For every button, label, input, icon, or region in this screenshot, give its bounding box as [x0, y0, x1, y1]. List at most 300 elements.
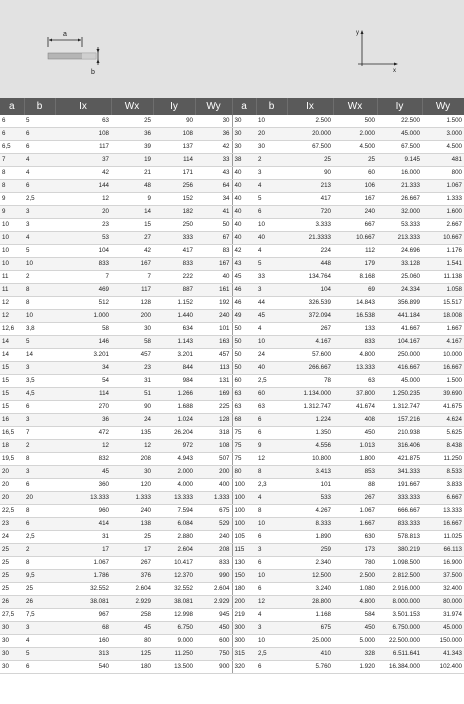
- table-cell: 3: [24, 414, 55, 427]
- cross-section-diagram: [40, 25, 110, 85]
- table-cell: 120: [111, 479, 153, 492]
- table-cell: 8: [256, 466, 287, 479]
- table-cell: 100: [232, 492, 256, 505]
- table-cell: 4: [24, 232, 55, 245]
- table-cell: 78: [287, 375, 333, 388]
- table-cell: 225: [195, 401, 232, 414]
- table-cell: 4.267: [287, 505, 333, 518]
- table-row: [0, 232, 464, 245]
- table-cell: 318: [195, 427, 232, 440]
- table-row: [0, 583, 464, 596]
- table-cell: 2.000: [333, 128, 377, 141]
- axis-diagram: [348, 24, 408, 76]
- table-cell: 11.250: [422, 453, 464, 466]
- table-cell: 10.417: [153, 557, 195, 570]
- table-cell: 578.813: [377, 531, 422, 544]
- table-cell: 469: [55, 284, 111, 297]
- axis-y-label: y: [356, 30, 359, 36]
- table-cell: 2.667: [422, 219, 464, 232]
- table-cell: 240: [333, 206, 377, 219]
- table-cell: 853: [333, 466, 377, 479]
- table-cell: 2.340: [287, 557, 333, 570]
- table-cell: 667: [333, 219, 377, 232]
- table-cell: 14: [0, 349, 24, 362]
- table-cell: 8: [0, 167, 24, 180]
- table-cell: 58: [55, 323, 111, 336]
- table-cell: 12: [55, 193, 111, 206]
- table-row: [0, 414, 464, 427]
- table-cell: 3.201: [55, 349, 111, 362]
- table-cell: 30: [195, 115, 232, 128]
- table-cell: 4.000: [153, 479, 195, 492]
- table-cell: 40: [232, 219, 256, 232]
- table-cell: 1.098.500: [377, 557, 422, 570]
- table-cell: 12: [0, 297, 24, 310]
- table-cell: 14: [0, 336, 24, 349]
- table-cell: 20: [55, 206, 111, 219]
- table-cell: 1.224: [287, 414, 333, 427]
- dim-a-label: a: [63, 31, 67, 38]
- section-properties-table: [0, 98, 464, 674]
- table-cell: 208: [111, 453, 153, 466]
- table-cell: 152: [153, 193, 195, 206]
- table-cell: 408: [333, 414, 377, 427]
- table-row: [0, 401, 464, 414]
- table-cell: 101: [287, 479, 333, 492]
- table-cell: 39: [111, 141, 153, 154]
- table-cell: 42: [232, 245, 256, 258]
- table-cell: 10: [256, 115, 287, 128]
- table-cell: 380.219: [377, 544, 422, 557]
- table-cell: 240: [195, 310, 232, 323]
- table-cell: 3: [256, 284, 287, 297]
- table-cell: 3.240: [287, 583, 333, 596]
- table-cell: 6: [256, 661, 287, 674]
- column-header: Iy: [153, 98, 195, 115]
- table-cell: 50: [232, 362, 256, 375]
- table-cell: 417: [153, 245, 195, 258]
- table-cell: 34: [55, 362, 111, 375]
- table-cell: 6,5: [0, 141, 24, 154]
- table-row: [0, 336, 464, 349]
- table-cell: 219: [232, 609, 256, 622]
- table-cell: 12: [111, 440, 153, 453]
- table-cell: 3: [24, 362, 55, 375]
- table-cell: 887: [153, 284, 195, 297]
- table-cell: 63: [333, 375, 377, 388]
- table-cell: 1.786: [55, 570, 111, 583]
- column-header: Ix: [287, 98, 333, 115]
- table-cell: 1.067: [333, 505, 377, 518]
- table-cell: 2.604: [195, 583, 232, 596]
- table-cell: 24: [256, 349, 287, 362]
- table-cell: 13.333: [55, 492, 111, 505]
- table-cell: 75: [232, 440, 256, 453]
- table-cell: 4.500: [422, 141, 464, 154]
- table-cell: 4: [24, 154, 55, 167]
- table-cell: 326.539: [287, 297, 333, 310]
- table-cell: 3: [24, 466, 55, 479]
- table-cell: 2.929: [195, 596, 232, 609]
- column-header: b: [256, 98, 287, 115]
- table-cell: 31.974: [422, 609, 464, 622]
- table-cell: 2.604: [111, 583, 153, 596]
- table-cell: 250: [153, 219, 195, 232]
- table-cell: 7: [55, 271, 111, 284]
- table-cell: 45.000: [377, 375, 422, 388]
- table-cell: 179: [333, 258, 377, 271]
- table-cell: 33: [256, 271, 287, 284]
- table-cell: 1.058: [422, 284, 464, 297]
- table-cell: 10: [256, 518, 287, 531]
- table-cell: 6: [24, 479, 55, 492]
- table-cell: 157.216: [377, 414, 422, 427]
- table-cell: 108: [55, 128, 111, 141]
- table-cell: 40: [232, 167, 256, 180]
- table-cell: 4: [256, 245, 287, 258]
- table-cell: 200: [195, 466, 232, 479]
- table-cell: 150: [232, 570, 256, 583]
- table-cell: 9,5: [24, 570, 55, 583]
- table-cell: 267: [287, 323, 333, 336]
- table-cell: 12: [256, 453, 287, 466]
- table-cell: 2.812.500: [377, 570, 422, 583]
- table-cell: 3: [256, 622, 287, 635]
- table-cell: 104: [55, 245, 111, 258]
- table-cell: 8: [0, 180, 24, 193]
- table-cell: 6.084: [153, 518, 195, 531]
- table-cell: 833: [153, 258, 195, 271]
- table-cell: 7: [24, 427, 55, 440]
- table-cell: 32.400: [422, 583, 464, 596]
- table-cell: 10.667: [422, 232, 464, 245]
- table-cell: 4.800: [333, 349, 377, 362]
- table-row: [0, 219, 464, 232]
- table-cell: 13.333: [153, 492, 195, 505]
- table-cell: 634: [153, 323, 195, 336]
- table-cell: 25: [0, 544, 24, 557]
- table-cell: 5.625: [422, 427, 464, 440]
- table-cell: 8: [24, 284, 55, 297]
- table-row: [0, 427, 464, 440]
- table-cell: 7,5: [24, 609, 55, 622]
- table-cell: 46: [232, 297, 256, 310]
- table-cell: 1.024: [153, 414, 195, 427]
- table-cell: 108: [153, 128, 195, 141]
- table-cell: 2.500: [287, 115, 333, 128]
- table-cell: 224: [287, 245, 333, 258]
- table-row: [0, 544, 464, 557]
- table-cell: 24.696: [377, 245, 422, 258]
- table-cell: 36: [55, 414, 111, 427]
- table-cell: 259: [287, 544, 333, 557]
- table-row: [0, 115, 464, 128]
- table-cell: 5.000: [333, 635, 377, 648]
- table-cell: 26.204: [153, 427, 195, 440]
- table-cell: 23: [111, 362, 153, 375]
- table-cell: 533: [287, 492, 333, 505]
- table-cell: 832: [55, 453, 111, 466]
- table-cell: 101: [195, 323, 232, 336]
- table-cell: 32.000: [377, 206, 422, 219]
- table-cell: 15: [0, 362, 24, 375]
- table-cell: 30: [0, 622, 24, 635]
- column-header: Wy: [422, 98, 464, 115]
- table-cell: 4.800: [333, 596, 377, 609]
- table-cell: 18: [0, 440, 24, 453]
- table-cell: 12.500: [287, 570, 333, 583]
- table-cell: 448: [287, 258, 333, 271]
- table-cell: 210.938: [377, 427, 422, 440]
- table-cell: 63: [232, 401, 256, 414]
- table-cell: 26: [24, 596, 55, 609]
- table-cell: 5: [24, 336, 55, 349]
- column-header: Wx: [111, 98, 153, 115]
- table-body: [0, 115, 464, 674]
- table-cell: 16.667: [422, 518, 464, 531]
- table-cell: 25: [287, 154, 333, 167]
- table-cell: 15: [0, 401, 24, 414]
- table-cell: 41.667: [377, 323, 422, 336]
- table-cell: 500: [333, 115, 377, 128]
- table-cell: 16.384.000: [377, 661, 422, 674]
- table-row: [0, 661, 464, 674]
- table-cell: 208: [195, 544, 232, 557]
- table-cell: 2,5: [24, 193, 55, 206]
- table-cell: 131: [195, 375, 232, 388]
- table-cell: 104: [287, 284, 333, 297]
- table-row: [0, 557, 464, 570]
- table-cell: 102.400: [422, 661, 464, 674]
- table-cell: 69: [333, 284, 377, 297]
- table-cell: 25.000: [287, 635, 333, 648]
- table-cell: 333: [153, 232, 195, 245]
- table-cell: 457: [195, 349, 232, 362]
- table-cell: 30: [256, 141, 287, 154]
- table-cell: 63: [256, 401, 287, 414]
- table-cell: 163: [195, 336, 232, 349]
- table-cell: 300: [232, 635, 256, 648]
- table-cell: 8: [256, 505, 287, 518]
- column-header: Iy: [377, 98, 422, 115]
- table-cell: 30: [0, 648, 24, 661]
- table-cell: 18.008: [422, 310, 464, 323]
- table-cell: 270: [55, 401, 111, 414]
- table-cell: 182: [153, 206, 195, 219]
- table-cell: 150.000: [422, 635, 464, 648]
- table-cell: 180: [232, 583, 256, 596]
- table-cell: 8.168: [333, 271, 377, 284]
- table-cell: 50: [232, 336, 256, 349]
- table-cell: 984: [153, 375, 195, 388]
- table-cell: 88: [333, 479, 377, 492]
- table-cell: 833.333: [377, 518, 422, 531]
- table-cell: 4: [256, 323, 287, 336]
- table-cell: 1.333: [422, 193, 464, 206]
- column-header: Wy: [195, 98, 232, 115]
- table-cell: 128: [195, 414, 232, 427]
- table-cell: 26: [0, 596, 24, 609]
- table-cell: 53.333: [377, 219, 422, 232]
- table-cell: 40: [256, 232, 287, 245]
- column-header: Ix: [55, 98, 111, 115]
- table-row: [0, 284, 464, 297]
- table-cell: 320: [232, 661, 256, 674]
- table-cell: 6: [256, 531, 287, 544]
- table-cell: 200: [232, 596, 256, 609]
- table-cell: 4.167: [287, 336, 333, 349]
- table-cell: 44: [256, 297, 287, 310]
- table-cell: 990: [195, 570, 232, 583]
- table-cell: 30: [232, 128, 256, 141]
- table-row: [0, 154, 464, 167]
- table-cell: 5: [24, 648, 55, 661]
- table-cell: 26.667: [377, 193, 422, 206]
- table-cell: 222: [153, 271, 195, 284]
- table-cell: 90: [111, 401, 153, 414]
- table-cell: 10: [256, 635, 287, 648]
- table-cell: 10: [24, 310, 55, 323]
- table-cell: 38: [232, 154, 256, 167]
- table-cell: 450: [333, 427, 377, 440]
- table-cell: 2,5: [256, 648, 287, 661]
- table-cell: 4,5: [24, 388, 55, 401]
- table-cell: 1.152: [153, 297, 195, 310]
- table-cell: 40: [232, 206, 256, 219]
- table-cell: 114: [55, 388, 111, 401]
- table-row: [0, 635, 464, 648]
- table-row: [0, 466, 464, 479]
- table-cell: 7: [0, 154, 24, 167]
- table-cell: 11.025: [422, 531, 464, 544]
- table-cell: 2.604: [153, 544, 195, 557]
- table-cell: 356.899: [377, 297, 422, 310]
- table-cell: 36: [195, 128, 232, 141]
- table-cell: 191.667: [377, 479, 422, 492]
- table-cell: 46: [232, 284, 256, 297]
- table-cell: 313: [55, 648, 111, 661]
- table-cell: 300: [232, 622, 256, 635]
- table-cell: 450: [195, 622, 232, 635]
- table-cell: 416.667: [377, 362, 422, 375]
- table-cell: 7.594: [153, 505, 195, 518]
- table-cell: 240: [195, 531, 232, 544]
- table-cell: 24: [0, 531, 24, 544]
- table-cell: 675: [287, 622, 333, 635]
- table-cell: 138: [111, 518, 153, 531]
- table-row: [0, 453, 464, 466]
- table-cell: 13.500: [153, 661, 195, 674]
- table-cell: 100: [232, 505, 256, 518]
- table-cell: 41: [195, 206, 232, 219]
- table-cell: 4: [256, 180, 287, 193]
- table-cell: 2: [24, 440, 55, 453]
- table-row: [0, 362, 464, 375]
- table-cell: 31: [111, 375, 153, 388]
- table-cell: 258: [111, 609, 153, 622]
- table-row: [0, 531, 464, 544]
- table-cell: 3.000: [422, 128, 464, 141]
- table-cell: 1.800: [333, 453, 377, 466]
- table-cell: 25: [0, 583, 24, 596]
- table-cell: 173: [333, 544, 377, 557]
- table-cell: 512: [55, 297, 111, 310]
- table-cell: 315: [232, 648, 256, 661]
- table-cell: 3: [24, 206, 55, 219]
- table-cell: 1.890: [287, 531, 333, 544]
- table-cell: 135: [111, 427, 153, 440]
- table-cell: 6: [24, 141, 55, 154]
- table-cell: 38.081: [153, 596, 195, 609]
- table-cell: 37.800: [333, 388, 377, 401]
- table-cell: 9: [111, 193, 153, 206]
- table-cell: 12.370: [153, 570, 195, 583]
- table-cell: 4.624: [422, 414, 464, 427]
- table-cell: 5.760: [287, 661, 333, 674]
- table-row: [0, 492, 464, 505]
- table-cell: 20: [0, 479, 24, 492]
- table-cell: 13.333: [422, 505, 464, 518]
- table-cell: 1.600: [422, 206, 464, 219]
- table-row: [0, 570, 464, 583]
- table-cell: 41.343: [422, 648, 464, 661]
- table-cell: 45: [256, 310, 287, 323]
- table-cell: 12.998: [153, 609, 195, 622]
- table-cell: 10: [0, 232, 24, 245]
- table-cell: 15: [0, 388, 24, 401]
- table-cell: 90: [153, 115, 195, 128]
- table-cell: 410: [287, 648, 333, 661]
- table-cell: 720: [287, 206, 333, 219]
- table-cell: 10: [24, 258, 55, 271]
- table-cell: 130: [232, 557, 256, 570]
- dim-b-label: b: [91, 69, 95, 76]
- table-cell: 63: [55, 115, 111, 128]
- header-figure-area: [0, 0, 464, 98]
- table-cell: 180: [111, 661, 153, 674]
- table-cell: 53: [55, 232, 111, 245]
- table-cell: 125: [111, 648, 153, 661]
- table-cell: 137: [153, 141, 195, 154]
- table-cell: 1.350: [287, 427, 333, 440]
- table-cell: 50: [195, 219, 232, 232]
- table-cell: 43: [232, 258, 256, 271]
- table-cell: 3.413: [287, 466, 333, 479]
- table-cell: 80.000: [422, 596, 464, 609]
- table-cell: 60: [232, 375, 256, 388]
- table-cell: 1.266: [153, 388, 195, 401]
- table-cell: 36: [111, 128, 153, 141]
- table-cell: 23: [55, 219, 111, 232]
- table-cell: 3.833: [422, 479, 464, 492]
- table-row: [0, 479, 464, 492]
- column-header: b: [24, 98, 55, 115]
- table-row: [0, 648, 464, 661]
- table-cell: 54: [55, 375, 111, 388]
- table-cell: 6.750: [153, 622, 195, 635]
- table-cell: 30: [111, 466, 153, 479]
- table-cell: 108: [195, 440, 232, 453]
- table-cell: 450: [333, 622, 377, 635]
- table-cell: 42: [111, 245, 153, 258]
- table-cell: 160: [55, 635, 111, 648]
- table-cell: 4: [24, 635, 55, 648]
- table-cell: 1.667: [422, 323, 464, 336]
- table-cell: 11: [0, 271, 24, 284]
- table-cell: 6: [0, 115, 24, 128]
- table-cell: 1.920: [333, 661, 377, 674]
- table-cell: 14.843: [333, 297, 377, 310]
